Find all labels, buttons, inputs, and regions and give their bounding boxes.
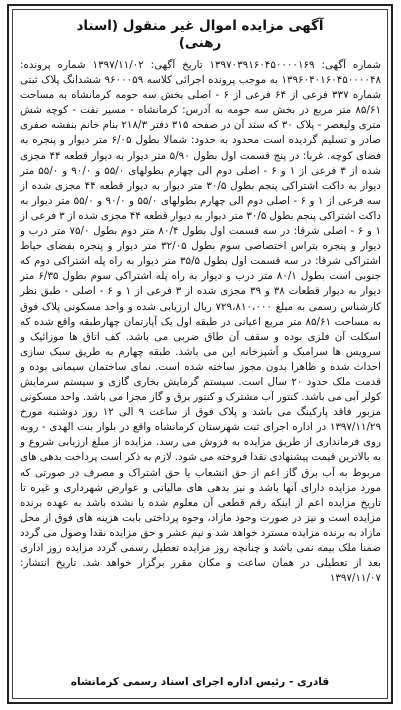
notice-title: آگهی مزایده اموال غیر منقول (اسناد رهنی) <box>76 18 324 51</box>
notice-frame <box>7 4 393 704</box>
notice-inner-border <box>12 9 388 699</box>
notice-body: شماره آگهی: ۱۳۹۷۰۳۹۱۶۰۴۵۰۰۰۰۱۶۹ تاریخ آگهی: ۱۳۹۷/۱۱/۰۲ شماره پرونده: ۱۳۹۶۰۴۰۱۶۰۴۵۰۰۰۰۴۸ به موجب پرونده اجرائی کلاسه ۹۶۰۰۰۵۹ ششدانگ پلاک ثبتی شماره ۳۳۷ فرعی از ۶۴ فرعی از ۶ - اصلی بخش سه حومه کرمانشاه به مساحت ۸۵/۶۱ متر مربع در بخش سه حومه به آدرس: کرمانشاه - مسیر نفت - کوچه شش متری ولیعصر - پلاک ۳۰ که سند آن در صفحه ۳۱۵ دفتر ۲۱۸/۳ بنام خانم بنفشه صفری صادر و تسلیم گردیده است محدود به حدود: شمالا بطول ۶/۰۵ متر دیوار و پنجره به فضای کوچه. غربا: در پنج قسمت اول بطول ۵/۹۰ متر دیوار به دیوار قطعه ۴۴ مجزی شده از ۳ فرعی از ۱ و ۶ - اصلی دوم الی چهارم بطولهای ۵۵/۰ و ۹۰/۰ و ۵۵/۰ متر دیوار به داکت اشتراکی پنجم بطول ۳۰/۵ متر دیوار به دیوار قطعه ۴۴ مجزی شده از سه فرعی از ۱ و ۶ - اصلی دوم الی چهارم بطولهای ۵۵/۰ و ۹۰/۰ و ۵۵/۰ متر دیوار به داکت اشتراکی پنجم بطول ۳۰/۵ متر دیوار به دیوار قطعه ۴۴ مجزی شده از ۳ فرعی از ۱ و ۶ - اصلی شرقا: در سه قسمت اول بطول ۸۰/۴ متر دوم بطول ۷۵/۰ متر درب و دیوار و پنجره بتراس اختصاصی سوم بطول ۳۲/۰۵ متر دیوار و پنجره بفضای حیاط اشتراکی شرقا: در سه قسمت اول بطول ۳۵/۵ متر دیوار به راه پله اشتراکی دوم که جنوبی است بطول ۸۰/۱ متر درب و دیوار به راه پله اشتراکی سوم بطول ۶/۳۵ متر دیوار به دیوار قطعات ۳۸ و ۳۹ مجزی شده از ۳ فرعی از ۱ و ۶ - اصلی - طبق نظر کارشناس رسمی به مبلغ ۷۲۹،۸۱۰،۰۰۰ ریال ارزیابی شده و واحد مسکونی پلاک فوق به مساحت ۸۵/۶۱ متر مربع اعیانی در طبقه اول یک آپارتمان چهارطبقه واقع شده که اسکلت آن فلزی بوده و سقف آن طاق ضربی می باشد. کف اتاق ها موزائیک و سرویس ها سرامیک و آشپزخانه این می باشد. طبقه چهارم به طریق سبک سازی احداث شده و ظاهرا بدون مجوز ساخته شده است. نمای ساختمان سیمانی بوده و قدمت ملک حدود ۲۰ سال است. سیستم گرمایش بخاری گازی و سیستم سرمایش کولر آبی می باشد. کنتور آب مشترک و کنتور برق و گاز مجزا می باشد. واحد مسکونی مزبور فاقد پارکینگ می باشد و پلاک فوق از ساعت ۹ الی ۱۲ روز دوشنبه مورخ ۱۳۹۷/۱۱/۲۹ در اداره اجرای ثبت شهرستان کرمانشاه واقع در بلوار بنت الهدی - روبه روی فرمانداری از طریق مزایده به فروش می رسد. مزایده از مبلغ ارزیابی شروع و به بالاترین قیمت پیشنهادی نقدا فروخته می شود. لازم به ذکر است پرداخت بدهی های مربوط به آب برق گاز اعم از حق انشعاب یا حق اشتراک و مصرف در صورتی که مورد مزایده دارای آنها باشد و نیز بدهی های مالیاتی و عوارض شهرداری و غیره تا تاریخ مزایده اعم از اینکه رقم قطعی آن معلوم شده یا نشده باشد به عهده برنده مزایده است و نیز در صورت وجود مازاد، وجوه پرداختی بابت هزینه های فوق از محل مازاد به برنده مزایده مسترد خواهد شد و نیم عشر و حق مزایده نقدا وصول می گردد ضمنا ملک بیمه نمی باشد و چنانچه روز مزایده تعطیل رسمی گردد مزایده روز اداری بعد از تعطیلی در همان ساعت و مکان مقرر برگزار خواهد شد. تاریخ انتشار: ۱۳۹۷/۱۱/۰۷ <box>20 59 382 585</box>
notice-signature: قادری - رئیس اداره اجرای اسناد رسمی کرمانشاه <box>70 676 330 688</box>
